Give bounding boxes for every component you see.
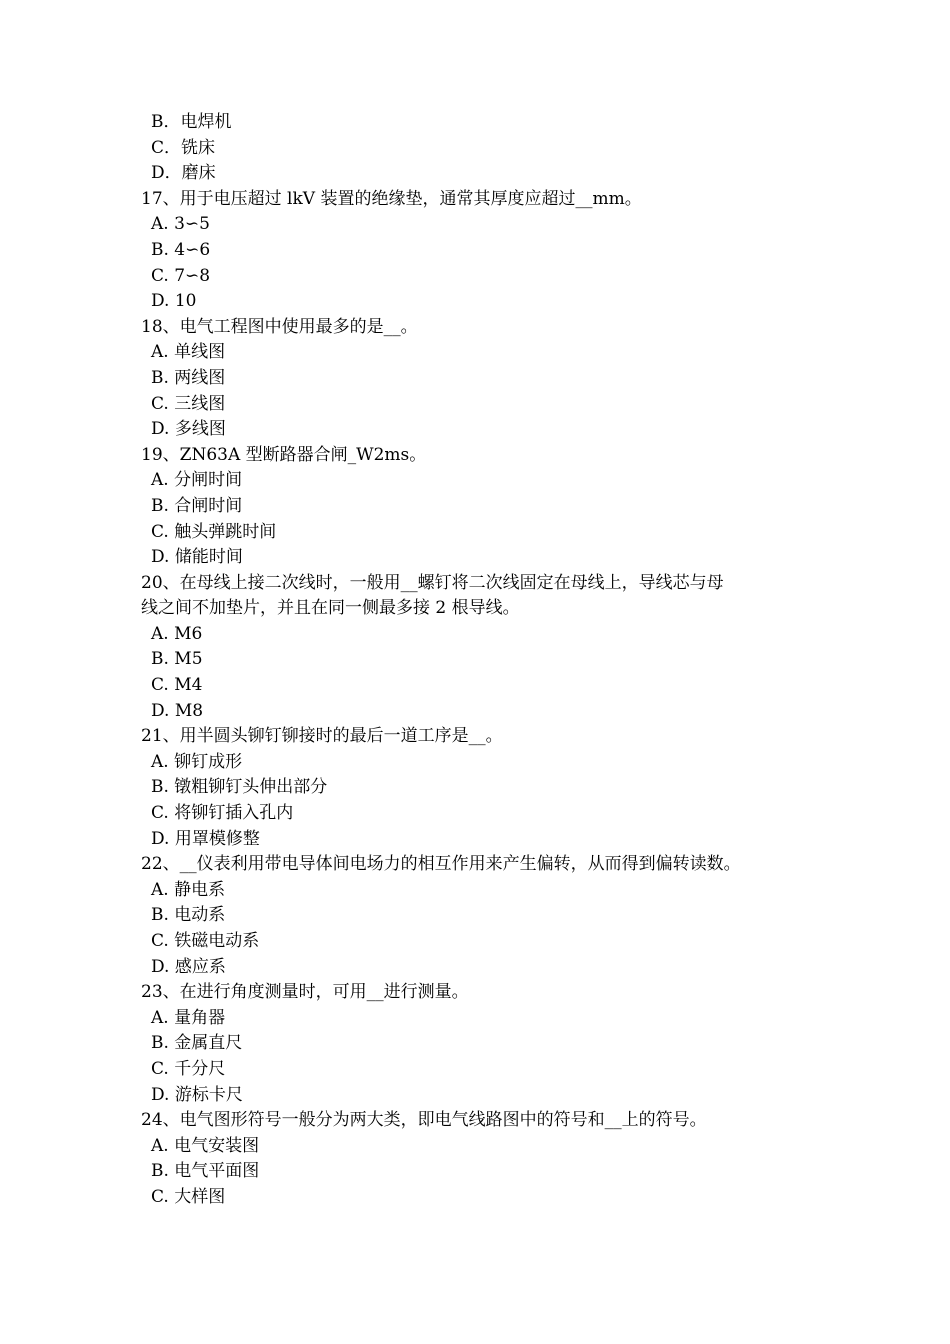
option-18a: A. 单线图	[151, 342, 226, 363]
option-24a: A. 电气安装图	[151, 1135, 260, 1156]
option-22b: B. 电动系	[151, 905, 226, 926]
option-20a: A. M6	[151, 623, 203, 644]
option-19d: D. 储能时间	[151, 547, 243, 568]
option-16b: B．电焊机	[151, 112, 232, 132]
option-19b: B. 合闸时间	[151, 495, 243, 516]
question-18: 18、电气工程图中使用最多的是__。	[141, 316, 418, 337]
option-18c: C. 三线图	[151, 393, 226, 414]
option-19c: C. 触头弹跳时间	[151, 521, 277, 542]
question-22: 22、__仪表利用带电导体间电场力的相互作用来产生偏转，从而得到偏转读数。	[141, 854, 741, 875]
question-17: 17、用于电压超过 lkV 装置的绝缘垫，通常其厚度应超过__mm。	[141, 188, 642, 209]
option-20d: D. M8	[151, 700, 204, 721]
question-20-line-2: 线之间不加垫片，并且在同一侧最多接 2 根导线。	[141, 598, 520, 619]
option-22d: D. 感应系	[151, 956, 226, 977]
option-16c: C．铣床	[151, 137, 216, 158]
option-21c: C. 将铆钉插入孔内	[151, 803, 294, 824]
option-24c: C. 大样图	[151, 1186, 226, 1207]
option-17d: D. 10	[151, 291, 197, 312]
option-22a: A. 静电系	[151, 879, 226, 900]
option-18d: D. 多线图	[151, 419, 226, 440]
option-18b: B. 两线图	[151, 367, 226, 388]
question-23: 23、在进行角度测量时，可用__进行测量。	[141, 982, 469, 1003]
option-23a: A. 量角器	[151, 1007, 226, 1028]
option-17b: B. 4∽6	[151, 239, 211, 260]
option-21b: B. 镦粗铆钉头伸出部分	[151, 777, 328, 798]
option-17a: A. 3∽5	[151, 214, 210, 235]
option-23d: D. 游标卡尺	[151, 1084, 243, 1105]
question-24: 24、电气图形符号一般分为两大类，即电气线路图中的符号和__上的符号。	[141, 1110, 707, 1131]
option-22c: C. 铁磁电动系	[151, 931, 260, 951]
question-21: 21、用半圆头铆钉铆接时的最后一道工序是__。	[141, 726, 503, 747]
option-23b: B. 金属直尺	[151, 1033, 243, 1054]
document-page	[0, 110, 950, 1211]
option-23c: C. 千分尺	[151, 1058, 226, 1079]
option-21a: A. 铆钉成形	[151, 751, 243, 772]
option-24b: B. 电气平面图	[151, 1161, 260, 1182]
option-20c: C. M4	[151, 675, 203, 696]
option-16d: D．磨床	[151, 163, 216, 184]
option-20b: B. M5	[151, 649, 203, 670]
option-19a: A. 分闸时间	[151, 470, 243, 491]
question-19: 19、ZN63A 型断路器合闸_W2ms。	[141, 444, 427, 465]
question-20-line-1: 20、在母线上接二次线时，一般用__螺钉将二次线固定在母线上，导线芯与母	[141, 572, 724, 593]
option-21d: D. 用罩模修整	[151, 828, 260, 849]
option-17c: C. 7∽8	[151, 265, 211, 286]
